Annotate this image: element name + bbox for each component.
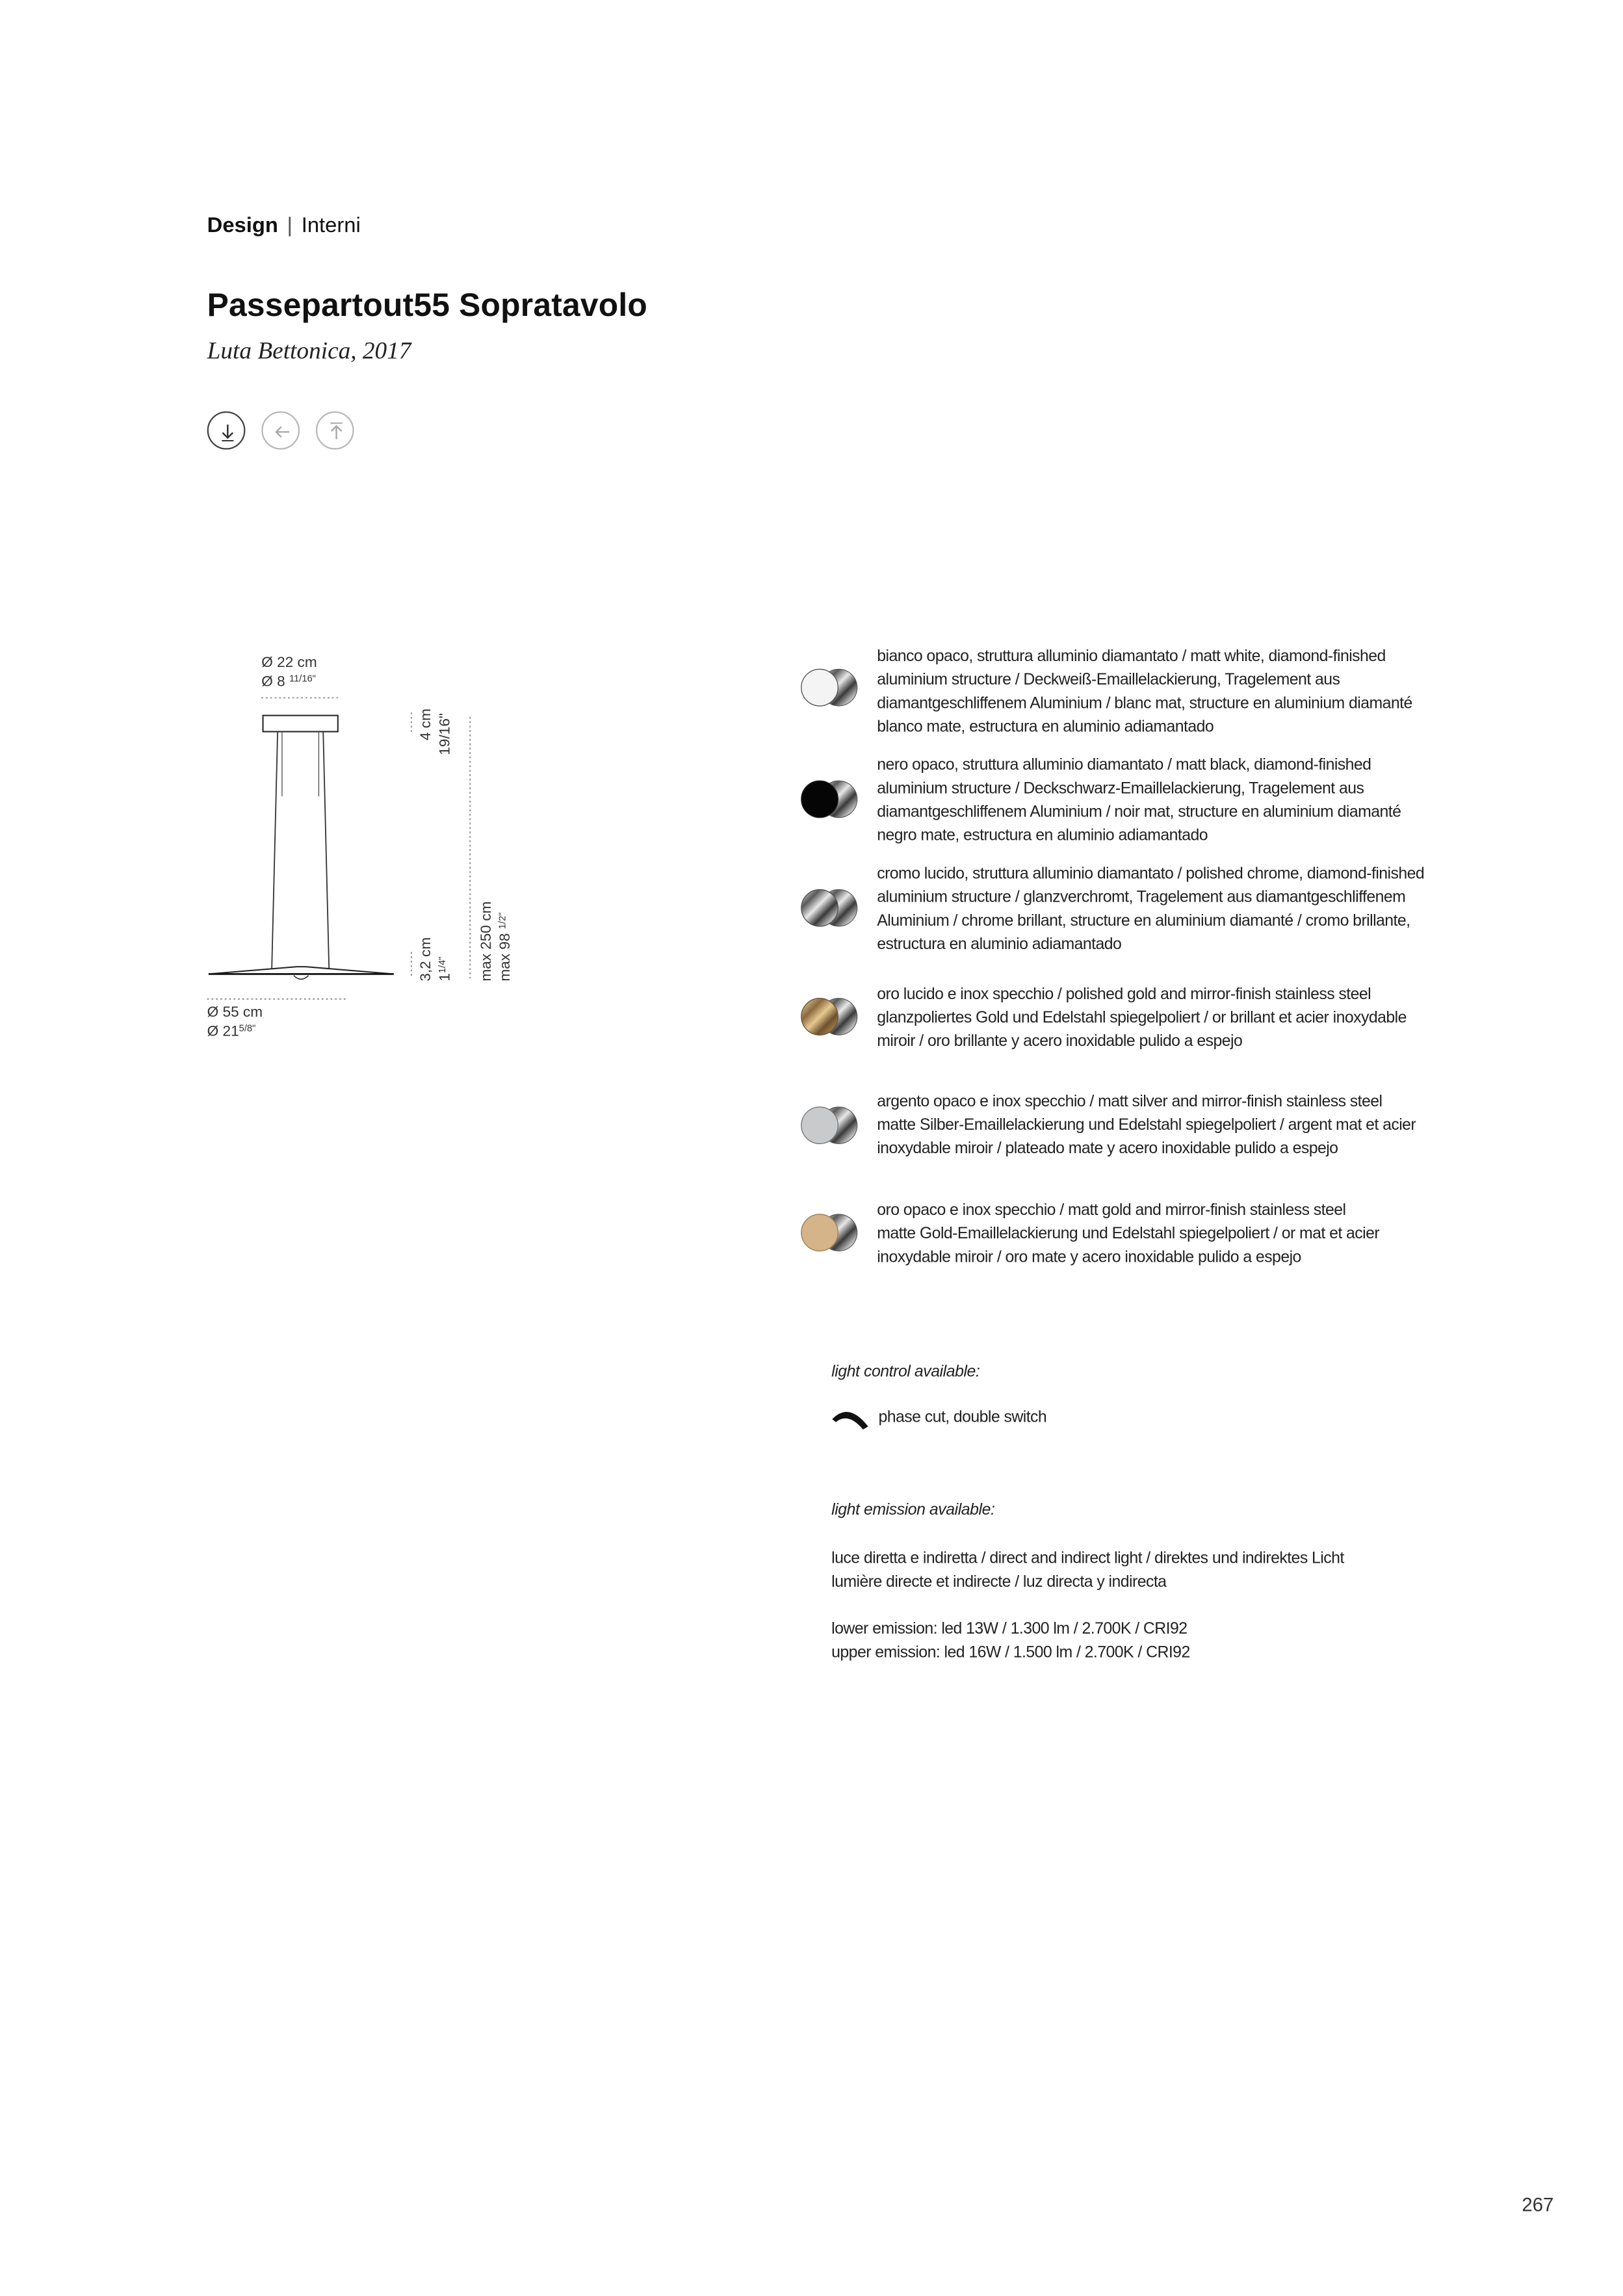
finish-line: nero opaco, struttura alluminio diamantato / matt black, diamond-finished xyxy=(877,756,1371,775)
shade-height-in-frac: 1/4" xyxy=(437,956,448,974)
shade-diameter-in xyxy=(207,1024,256,1040)
finish-swatch-matt-white xyxy=(799,667,861,708)
finish-line: aluminium structure / Deckweiß-Emaillelackierung, Tragelement aus xyxy=(877,671,1340,689)
finish-line: matte Silber-Emaillelackierung und Edelstahl spiegelpoliert / argent mat et acier xyxy=(877,1116,1416,1134)
finish-line: matte Gold-Emaillelackierung und Edelstahl spiegelpoliert / or mat et acier xyxy=(877,1225,1380,1243)
finish-line: inoxydable miroir / plateado mate y acero inoxidable pulido a espejo xyxy=(877,1140,1338,1158)
finish-description xyxy=(877,1090,1464,1160)
finish-option xyxy=(799,753,1460,848)
finish-description xyxy=(877,645,1464,739)
max-height-cm: max 250 cm xyxy=(478,901,495,982)
canopy-height-in: 19/16" xyxy=(437,713,454,755)
finish-line: argento opaco e inox specchio / matt silver and mirror-finish stainless steel xyxy=(877,1093,1383,1111)
finish-line: diamantgeschliffenem Aluminium / blanc mat, structure en aluminium diamanté xyxy=(877,694,1412,713)
technical-drawing xyxy=(191,646,543,1058)
finish-line: blanco mate, estructura en aluminio adiamantado xyxy=(877,718,1214,737)
light-emission-description xyxy=(831,1547,1344,1594)
finish-line: oro lucido e inox specchio / polished gold and mirror-finish stainless steel xyxy=(877,985,1371,1004)
max-height-in xyxy=(498,913,514,982)
finish-swatch-polished-chrome xyxy=(799,887,861,928)
finish-line: glanzpoliertes Gold und Edelstahl spiegelpoliert / or brillant et acier inoxydable xyxy=(877,1009,1407,1027)
canopy-height-cm: 4 cm xyxy=(419,709,435,741)
finish-description xyxy=(877,753,1464,848)
finish-line: Aluminium / chrome brillant, structure en aluminium diamanté / cromo brillante, xyxy=(877,912,1410,930)
canopy-diameter-in-frac: 11/16" xyxy=(289,674,316,685)
finish-swatch-matt-silver xyxy=(799,1105,861,1146)
arrow-down-glyph xyxy=(209,413,247,451)
lamp-outline-drawing xyxy=(191,646,543,1058)
finish-line: inoxydable miroir / oro mate y acero inoxidable pulido a espejo xyxy=(877,1249,1301,1267)
finish-option xyxy=(799,1199,1460,1272)
light-emission-specs xyxy=(831,1617,1190,1664)
emission-spec-line: lower emission: led 13W / 1.300 lm / 2.700K / CRI92 xyxy=(831,1620,1188,1638)
finish-description xyxy=(877,983,1464,1053)
finish-line: miroir / oro brillante y acero inoxidable pulido a espejo xyxy=(877,1032,1243,1050)
finish-swatch-matt-gold xyxy=(799,1212,861,1253)
arrow-down-icon[interactable] xyxy=(207,411,246,450)
emission-description-line: lumière directe et indirecte / luz directa y indirecta xyxy=(831,1573,1167,1591)
finish-option xyxy=(799,863,1460,957)
light-control-label: light control available: xyxy=(831,1363,980,1381)
canopy-diameter-in xyxy=(261,674,316,690)
arrow-up-glyph xyxy=(317,413,356,451)
phase-cut-icon xyxy=(830,1407,871,1431)
breadcrumb-header xyxy=(207,215,361,238)
finish-line: negro mate, estructura en aluminio adiamantado xyxy=(877,827,1208,845)
emission-description-line: luce diretta e indiretta / direct and indirect light / direktes und indirektes Licht xyxy=(831,1550,1344,1568)
shade-diameter-in-frac: 5/8" xyxy=(239,1024,256,1035)
emission-spec-line: upper emission: led 16W / 1.500 lm / 2.700K / CRI92 xyxy=(831,1643,1190,1662)
shade-diameter-cm: Ø 55 cm xyxy=(207,1004,263,1021)
shade-height-in-main: 1 xyxy=(437,973,454,982)
light-emission-label: light emission available: xyxy=(831,1501,995,1519)
light-control-text: phase cut, double switch xyxy=(878,1409,1047,1427)
max-height-in-main: max 98 xyxy=(498,933,514,982)
arrow-left-glyph xyxy=(263,413,302,451)
canopy-diameter-in-main: Ø 8 xyxy=(261,674,285,691)
max-height-in-frac: 1/2" xyxy=(498,912,508,930)
section-label: Interni xyxy=(301,214,361,239)
finish-swatch-polished-gold xyxy=(799,996,861,1037)
finish-description xyxy=(877,1199,1464,1269)
finish-option xyxy=(799,1090,1460,1164)
finish-line: diamantgeschliffenem Aluminium / noir mat, structure en aluminium diamanté xyxy=(877,803,1401,822)
product-title: Passepartout55 Sopratavolo xyxy=(207,286,647,324)
product-designer-year: Luta Bettonica, 2017 xyxy=(207,336,411,365)
finish-description xyxy=(877,863,1464,957)
finish-option xyxy=(799,983,1460,1056)
finish-line: bianco opaco, struttura alluminio diamantato / matt white, diamond-finished xyxy=(877,647,1386,666)
arrow-left-icon[interactable] xyxy=(261,411,300,450)
canopy-diameter-cm: Ø 22 cm xyxy=(261,655,317,672)
finish-line: aluminium structure / glanzverchromt, Tragelement aus diamantgeschliffenem xyxy=(877,889,1406,907)
category-label: Design xyxy=(207,214,278,239)
finish-option xyxy=(799,645,1460,739)
header-separator: | xyxy=(287,214,293,239)
shade-height-in xyxy=(437,956,454,981)
finish-line: oro opaco e inox specchio / matt gold and mirror-finish stainless steel xyxy=(877,1201,1346,1220)
page-number: 267 xyxy=(1522,2193,1554,2216)
finish-swatch-matt-black xyxy=(799,779,861,820)
shade-height-cm: 3,2 cm xyxy=(419,937,435,982)
shade-diameter-in-main: Ø 21 xyxy=(207,1024,239,1041)
finish-line: cromo lucido, struttura alluminio diamantato / polished chrome, diamond-finished xyxy=(877,865,1425,883)
arrow-up-icon[interactable] xyxy=(316,411,354,450)
finish-line: aluminium structure / Deckschwarz-Emaillelackierung, Tragelement aus xyxy=(877,780,1364,798)
finish-line: estructura en aluminio adiamantado xyxy=(877,935,1122,954)
